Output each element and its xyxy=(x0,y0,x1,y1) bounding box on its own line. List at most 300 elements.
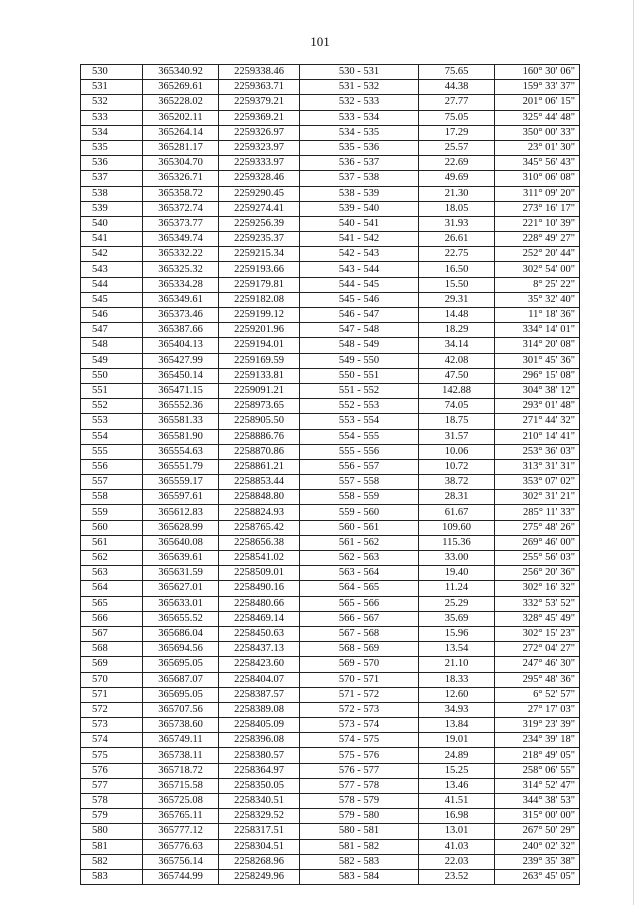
y-coordinate-cell: 2259363.71 xyxy=(219,80,300,95)
segment-cell: 573 - 574 xyxy=(300,718,419,733)
point-number-cell: 561 xyxy=(81,535,143,550)
y-coordinate-cell: 2258396.08 xyxy=(219,733,300,748)
table-row xyxy=(81,323,580,338)
y-coordinate-cell: 2258389.08 xyxy=(219,702,300,717)
x-coordinate-cell: 365387.66 xyxy=(143,323,219,338)
point-number-cell: 549 xyxy=(81,353,143,368)
y-coordinate-cell: 2258405.09 xyxy=(219,718,300,733)
segment-cell: 534 - 535 xyxy=(300,125,419,140)
bearing-cell: 210° 14' 41" xyxy=(495,429,580,444)
table-row xyxy=(81,551,580,566)
y-coordinate-cell: 2258249.96 xyxy=(219,869,300,884)
point-number-cell: 554 xyxy=(81,429,143,444)
segment-cell: 562 - 563 xyxy=(300,551,419,566)
distance-cell: 38.72 xyxy=(419,475,495,490)
segment-cell: 559 - 560 xyxy=(300,505,419,520)
table-row xyxy=(81,308,580,323)
segment-cell: 542 - 543 xyxy=(300,247,419,262)
point-number-cell: 580 xyxy=(81,824,143,839)
bearing-cell: 302° 15' 23" xyxy=(495,626,580,641)
table-row xyxy=(81,869,580,884)
segment-cell: 565 - 566 xyxy=(300,596,419,611)
y-coordinate-cell: 2258329.52 xyxy=(219,809,300,824)
x-coordinate-cell: 365349.74 xyxy=(143,232,219,247)
y-coordinate-cell: 2259333.97 xyxy=(219,156,300,171)
point-number-cell: 536 xyxy=(81,156,143,171)
point-number-cell: 532 xyxy=(81,95,143,110)
point-number-cell: 573 xyxy=(81,718,143,733)
point-number-cell: 542 xyxy=(81,247,143,262)
bearing-cell: 201° 06' 15" xyxy=(495,95,580,110)
y-coordinate-cell: 2258541.02 xyxy=(219,551,300,566)
distance-cell: 31.93 xyxy=(419,216,495,231)
bearing-cell: 302° 31' 21" xyxy=(495,490,580,505)
bearing-cell: 160° 30' 06" xyxy=(495,65,580,80)
distance-cell: 12.60 xyxy=(419,687,495,702)
table-row xyxy=(81,186,580,201)
x-coordinate-cell: 365373.77 xyxy=(143,216,219,231)
table-row xyxy=(81,535,580,550)
segment-cell: 545 - 546 xyxy=(300,292,419,307)
table-row xyxy=(81,702,580,717)
distance-cell: 21.30 xyxy=(419,186,495,201)
point-number-cell: 545 xyxy=(81,292,143,307)
x-coordinate-cell: 365281.17 xyxy=(143,140,219,155)
distance-cell: 44.38 xyxy=(419,80,495,95)
segment-cell: 554 - 555 xyxy=(300,429,419,444)
distance-cell: 22.69 xyxy=(419,156,495,171)
segment-cell: 583 - 584 xyxy=(300,869,419,884)
bearing-cell: 302° 16' 32" xyxy=(495,581,580,596)
point-number-cell: 559 xyxy=(81,505,143,520)
segment-cell: 569 - 570 xyxy=(300,657,419,672)
x-coordinate-cell: 365581.90 xyxy=(143,429,219,444)
x-coordinate-cell: 365725.08 xyxy=(143,794,219,809)
segment-cell: 544 - 545 xyxy=(300,277,419,292)
segment-cell: 581 - 582 xyxy=(300,839,419,854)
table-row xyxy=(81,277,580,292)
table-row xyxy=(81,65,580,80)
bearing-cell: 319° 23' 39" xyxy=(495,718,580,733)
x-coordinate-cell: 365349.61 xyxy=(143,292,219,307)
point-number-cell: 546 xyxy=(81,308,143,323)
segment-cell: 560 - 561 xyxy=(300,520,419,535)
table-row xyxy=(81,140,580,155)
distance-cell: 19.40 xyxy=(419,566,495,581)
point-number-cell: 547 xyxy=(81,323,143,338)
x-coordinate-cell: 365554.63 xyxy=(143,444,219,459)
bearing-cell: 27° 17' 03" xyxy=(495,702,580,717)
point-number-cell: 571 xyxy=(81,687,143,702)
table-row xyxy=(81,429,580,444)
distance-cell: 14.48 xyxy=(419,308,495,323)
segment-cell: 561 - 562 xyxy=(300,535,419,550)
x-coordinate-cell: 365581.33 xyxy=(143,414,219,429)
segment-cell: 541 - 542 xyxy=(300,232,419,247)
segment-cell: 580 - 581 xyxy=(300,824,419,839)
y-coordinate-cell: 2258350.05 xyxy=(219,778,300,793)
segment-cell: 558 - 559 xyxy=(300,490,419,505)
y-coordinate-cell: 2258304.51 xyxy=(219,839,300,854)
point-number-cell: 544 xyxy=(81,277,143,292)
x-coordinate-cell: 365332.22 xyxy=(143,247,219,262)
x-coordinate-cell: 365627.01 xyxy=(143,581,219,596)
table-row xyxy=(81,247,580,262)
distance-cell: 13.54 xyxy=(419,642,495,657)
distance-cell: 41.03 xyxy=(419,839,495,854)
bearing-cell: 325° 44' 48" xyxy=(495,110,580,125)
x-coordinate-cell: 365551.79 xyxy=(143,459,219,474)
table-row xyxy=(81,687,580,702)
table-row xyxy=(81,566,580,581)
y-coordinate-cell: 2258848.80 xyxy=(219,490,300,505)
table-row xyxy=(81,581,580,596)
point-number-cell: 537 xyxy=(81,171,143,186)
x-coordinate-cell: 365738.11 xyxy=(143,748,219,763)
point-number-cell: 541 xyxy=(81,232,143,247)
coordinates-table-body xyxy=(81,65,580,885)
y-coordinate-cell: 2258765.42 xyxy=(219,520,300,535)
y-coordinate-cell: 2259091.21 xyxy=(219,383,300,398)
y-coordinate-cell: 2258656.38 xyxy=(219,535,300,550)
segment-cell: 566 - 567 xyxy=(300,611,419,626)
bearing-cell: 334° 14' 01" xyxy=(495,323,580,338)
x-coordinate-cell: 365427.99 xyxy=(143,353,219,368)
bearing-cell: 252° 20' 44" xyxy=(495,247,580,262)
y-coordinate-cell: 2258437.13 xyxy=(219,642,300,657)
bearing-cell: 302° 54' 00" xyxy=(495,262,580,277)
segment-cell: 546 - 547 xyxy=(300,308,419,323)
page-number: 101 xyxy=(310,34,330,49)
table-row xyxy=(81,262,580,277)
y-coordinate-cell: 2258824.93 xyxy=(219,505,300,520)
distance-cell: 31.57 xyxy=(419,429,495,444)
point-number-cell: 570 xyxy=(81,672,143,687)
segment-cell: 571 - 572 xyxy=(300,687,419,702)
distance-cell: 13.01 xyxy=(419,824,495,839)
distance-cell: 18.05 xyxy=(419,201,495,216)
y-coordinate-cell: 2259199.12 xyxy=(219,308,300,323)
x-coordinate-cell: 365639.61 xyxy=(143,551,219,566)
point-number-cell: 539 xyxy=(81,201,143,216)
point-number-cell: 579 xyxy=(81,809,143,824)
y-coordinate-cell: 2258853.44 xyxy=(219,475,300,490)
bearing-cell: 345° 56' 43" xyxy=(495,156,580,171)
bearing-cell: 344° 38' 53" xyxy=(495,794,580,809)
point-number-cell: 534 xyxy=(81,125,143,140)
bearing-cell: 35° 32' 40" xyxy=(495,292,580,307)
bearing-cell: 234° 39' 18" xyxy=(495,733,580,748)
y-coordinate-cell: 2258340.51 xyxy=(219,794,300,809)
distance-cell: 27.77 xyxy=(419,95,495,110)
x-coordinate-cell: 365695.05 xyxy=(143,687,219,702)
table-row xyxy=(81,414,580,429)
table-row xyxy=(81,475,580,490)
y-coordinate-cell: 2258380.57 xyxy=(219,748,300,763)
segment-cell: 549 - 550 xyxy=(300,353,419,368)
bearing-cell: 350° 00' 33" xyxy=(495,125,580,140)
y-coordinate-cell: 2258509.01 xyxy=(219,566,300,581)
point-number-cell: 551 xyxy=(81,383,143,398)
segment-cell: 567 - 568 xyxy=(300,626,419,641)
distance-cell: 33.00 xyxy=(419,551,495,566)
y-coordinate-cell: 2259274.41 xyxy=(219,201,300,216)
bearing-cell: 273° 16' 17" xyxy=(495,201,580,216)
y-coordinate-cell: 2258870.86 xyxy=(219,444,300,459)
table-row xyxy=(81,399,580,414)
x-coordinate-cell: 365715.58 xyxy=(143,778,219,793)
point-number-cell: 540 xyxy=(81,216,143,231)
segment-cell: 537 - 538 xyxy=(300,171,419,186)
point-number-cell: 530 xyxy=(81,65,143,80)
point-number-cell: 578 xyxy=(81,794,143,809)
x-coordinate-cell: 365552.36 xyxy=(143,399,219,414)
segment-cell: 553 - 554 xyxy=(300,414,419,429)
segment-cell: 530 - 531 xyxy=(300,65,419,80)
table-row xyxy=(81,95,580,110)
y-coordinate-cell: 2259369.21 xyxy=(219,110,300,125)
bearing-cell: 313° 31' 31" xyxy=(495,459,580,474)
table-row xyxy=(81,718,580,733)
x-coordinate-cell: 365707.56 xyxy=(143,702,219,717)
x-coordinate-cell: 365340.92 xyxy=(143,65,219,80)
x-coordinate-cell: 365738.60 xyxy=(143,718,219,733)
table-row xyxy=(81,171,580,186)
x-coordinate-cell: 365471.15 xyxy=(143,383,219,398)
y-coordinate-cell: 2259201.96 xyxy=(219,323,300,338)
x-coordinate-cell: 365264.14 xyxy=(143,125,219,140)
y-coordinate-cell: 2258469.14 xyxy=(219,611,300,626)
y-coordinate-cell: 2259256.39 xyxy=(219,216,300,231)
table-row xyxy=(81,125,580,140)
y-coordinate-cell: 2259169.59 xyxy=(219,353,300,368)
distance-cell: 15.25 xyxy=(419,763,495,778)
distance-cell: 22.03 xyxy=(419,854,495,869)
distance-cell: 34.14 xyxy=(419,338,495,353)
x-coordinate-cell: 365756.14 xyxy=(143,854,219,869)
point-number-cell: 535 xyxy=(81,140,143,155)
x-coordinate-cell: 365633.01 xyxy=(143,596,219,611)
bearing-cell: 315° 00' 00" xyxy=(495,809,580,824)
segment-cell: 532 - 533 xyxy=(300,95,419,110)
segment-cell: 564 - 565 xyxy=(300,581,419,596)
table-row xyxy=(81,201,580,216)
distance-cell: 75.05 xyxy=(419,110,495,125)
point-number-cell: 567 xyxy=(81,626,143,641)
table-row xyxy=(81,626,580,641)
bearing-cell: 263° 45' 05" xyxy=(495,869,580,884)
x-coordinate-cell: 365718.72 xyxy=(143,763,219,778)
y-coordinate-cell: 2259215.34 xyxy=(219,247,300,262)
distance-cell: 28.31 xyxy=(419,490,495,505)
y-coordinate-cell: 2259379.21 xyxy=(219,95,300,110)
x-coordinate-cell: 365749.11 xyxy=(143,733,219,748)
x-coordinate-cell: 365640.08 xyxy=(143,535,219,550)
table-row xyxy=(81,368,580,383)
y-coordinate-cell: 2259290.45 xyxy=(219,186,300,201)
x-coordinate-cell: 365686.04 xyxy=(143,626,219,641)
distance-cell: 35.69 xyxy=(419,611,495,626)
table-row xyxy=(81,383,580,398)
distance-cell: 22.75 xyxy=(419,247,495,262)
y-coordinate-cell: 2259235.37 xyxy=(219,232,300,247)
segment-cell: 550 - 551 xyxy=(300,368,419,383)
bearing-cell: 221° 10' 39" xyxy=(495,216,580,231)
distance-cell: 109.60 xyxy=(419,520,495,535)
distance-cell: 13.84 xyxy=(419,718,495,733)
point-number-cell: 556 xyxy=(81,459,143,474)
x-coordinate-cell: 365744.99 xyxy=(143,869,219,884)
table-row xyxy=(81,672,580,687)
point-number-cell: 564 xyxy=(81,581,143,596)
bearing-cell: 328° 45' 49" xyxy=(495,611,580,626)
x-coordinate-cell: 365597.61 xyxy=(143,490,219,505)
bearing-cell: 8° 25' 22" xyxy=(495,277,580,292)
bearing-cell: 271° 44' 32" xyxy=(495,414,580,429)
table-row xyxy=(81,611,580,626)
segment-cell: 570 - 571 xyxy=(300,672,419,687)
distance-cell: 23.52 xyxy=(419,869,495,884)
segment-cell: 557 - 558 xyxy=(300,475,419,490)
distance-cell: 26.61 xyxy=(419,232,495,247)
distance-cell: 18.75 xyxy=(419,414,495,429)
y-coordinate-cell: 2259193.66 xyxy=(219,262,300,277)
x-coordinate-cell: 365326.71 xyxy=(143,171,219,186)
point-number-cell: 575 xyxy=(81,748,143,763)
x-coordinate-cell: 365559.17 xyxy=(143,475,219,490)
bearing-cell: 23° 01' 30" xyxy=(495,140,580,155)
distance-cell: 18.33 xyxy=(419,672,495,687)
x-coordinate-cell: 365202.11 xyxy=(143,110,219,125)
distance-cell: 115.36 xyxy=(419,535,495,550)
bearing-cell: 269° 46' 00" xyxy=(495,535,580,550)
x-coordinate-cell: 365373.46 xyxy=(143,308,219,323)
distance-cell: 75.65 xyxy=(419,65,495,80)
segment-cell: 533 - 534 xyxy=(300,110,419,125)
segment-cell: 551 - 552 xyxy=(300,383,419,398)
distance-cell: 25.57 xyxy=(419,140,495,155)
distance-cell: 16.50 xyxy=(419,262,495,277)
y-coordinate-cell: 2258317.51 xyxy=(219,824,300,839)
y-coordinate-cell: 2258268.96 xyxy=(219,854,300,869)
bearing-cell: 304° 38' 12" xyxy=(495,383,580,398)
bearing-cell: 256° 20' 36" xyxy=(495,566,580,581)
table-row xyxy=(81,490,580,505)
segment-cell: 576 - 577 xyxy=(300,763,419,778)
table-row xyxy=(81,748,580,763)
segment-cell: 556 - 557 xyxy=(300,459,419,474)
table-row xyxy=(81,596,580,611)
x-coordinate-cell: 365776.63 xyxy=(143,839,219,854)
x-coordinate-cell: 365628.99 xyxy=(143,520,219,535)
x-coordinate-cell: 365228.02 xyxy=(143,95,219,110)
segment-cell: 568 - 569 xyxy=(300,642,419,657)
table-row xyxy=(81,657,580,672)
x-coordinate-cell: 365358.72 xyxy=(143,186,219,201)
coordinates-table xyxy=(80,64,580,885)
y-coordinate-cell: 2258886.76 xyxy=(219,429,300,444)
distance-cell: 15.96 xyxy=(419,626,495,641)
bearing-cell: 11° 18' 36" xyxy=(495,308,580,323)
segment-cell: 540 - 541 xyxy=(300,216,419,231)
y-coordinate-cell: 2258423.60 xyxy=(219,657,300,672)
x-coordinate-cell: 365695.05 xyxy=(143,657,219,672)
bearing-cell: 228° 49' 27" xyxy=(495,232,580,247)
distance-cell: 47.50 xyxy=(419,368,495,383)
table-row xyxy=(81,809,580,824)
point-number-cell: 552 xyxy=(81,399,143,414)
table-row xyxy=(81,794,580,809)
table-row xyxy=(81,778,580,793)
y-coordinate-cell: 2259182.08 xyxy=(219,292,300,307)
bearing-cell: 332° 53' 52" xyxy=(495,596,580,611)
y-coordinate-cell: 2259326.97 xyxy=(219,125,300,140)
distance-cell: 61.67 xyxy=(419,505,495,520)
bearing-cell: 296° 15' 08" xyxy=(495,368,580,383)
segment-cell: 578 - 579 xyxy=(300,794,419,809)
table-row xyxy=(81,110,580,125)
x-coordinate-cell: 365687.07 xyxy=(143,672,219,687)
table-row xyxy=(81,338,580,353)
bearing-cell: 258° 06' 55" xyxy=(495,763,580,778)
distance-cell: 42.08 xyxy=(419,353,495,368)
y-coordinate-cell: 2259194.01 xyxy=(219,338,300,353)
distance-cell: 18.29 xyxy=(419,323,495,338)
bearing-cell: 159° 33' 37" xyxy=(495,80,580,95)
point-number-cell: 533 xyxy=(81,110,143,125)
segment-cell: 539 - 540 xyxy=(300,201,419,216)
segment-cell: 552 - 553 xyxy=(300,399,419,414)
y-coordinate-cell: 2259179.81 xyxy=(219,277,300,292)
point-number-cell: 574 xyxy=(81,733,143,748)
point-number-cell: 566 xyxy=(81,611,143,626)
x-coordinate-cell: 365334.28 xyxy=(143,277,219,292)
y-coordinate-cell: 2259133.81 xyxy=(219,368,300,383)
bearing-cell: 247° 46' 30" xyxy=(495,657,580,672)
table-row xyxy=(81,292,580,307)
x-coordinate-cell: 365694.56 xyxy=(143,642,219,657)
distance-cell: 41.51 xyxy=(419,794,495,809)
y-coordinate-cell: 2259338.46 xyxy=(219,65,300,80)
table-row xyxy=(81,763,580,778)
x-coordinate-cell: 365450.14 xyxy=(143,368,219,383)
point-number-cell: 562 xyxy=(81,551,143,566)
bearing-cell: 253° 36' 03" xyxy=(495,444,580,459)
bearing-cell: 255° 56' 03" xyxy=(495,551,580,566)
distance-cell: 25.29 xyxy=(419,596,495,611)
distance-cell: 34.93 xyxy=(419,702,495,717)
point-number-cell: 568 xyxy=(81,642,143,657)
distance-cell: 29.31 xyxy=(419,292,495,307)
bearing-cell: 295° 48' 36" xyxy=(495,672,580,687)
table-row xyxy=(81,733,580,748)
table-row xyxy=(81,156,580,171)
segment-cell: 574 - 575 xyxy=(300,733,419,748)
bearing-cell: 272° 04' 27" xyxy=(495,642,580,657)
table-row xyxy=(81,642,580,657)
point-number-cell: 558 xyxy=(81,490,143,505)
bearing-cell: 301° 45' 36" xyxy=(495,353,580,368)
segment-cell: 582 - 583 xyxy=(300,854,419,869)
bearing-cell: 314° 20' 08" xyxy=(495,338,580,353)
table-row xyxy=(81,353,580,368)
segment-cell: 531 - 532 xyxy=(300,80,419,95)
distance-cell: 11.24 xyxy=(419,581,495,596)
distance-cell: 10.06 xyxy=(419,444,495,459)
point-number-cell: 555 xyxy=(81,444,143,459)
segment-cell: 575 - 576 xyxy=(300,748,419,763)
distance-cell: 19.01 xyxy=(419,733,495,748)
